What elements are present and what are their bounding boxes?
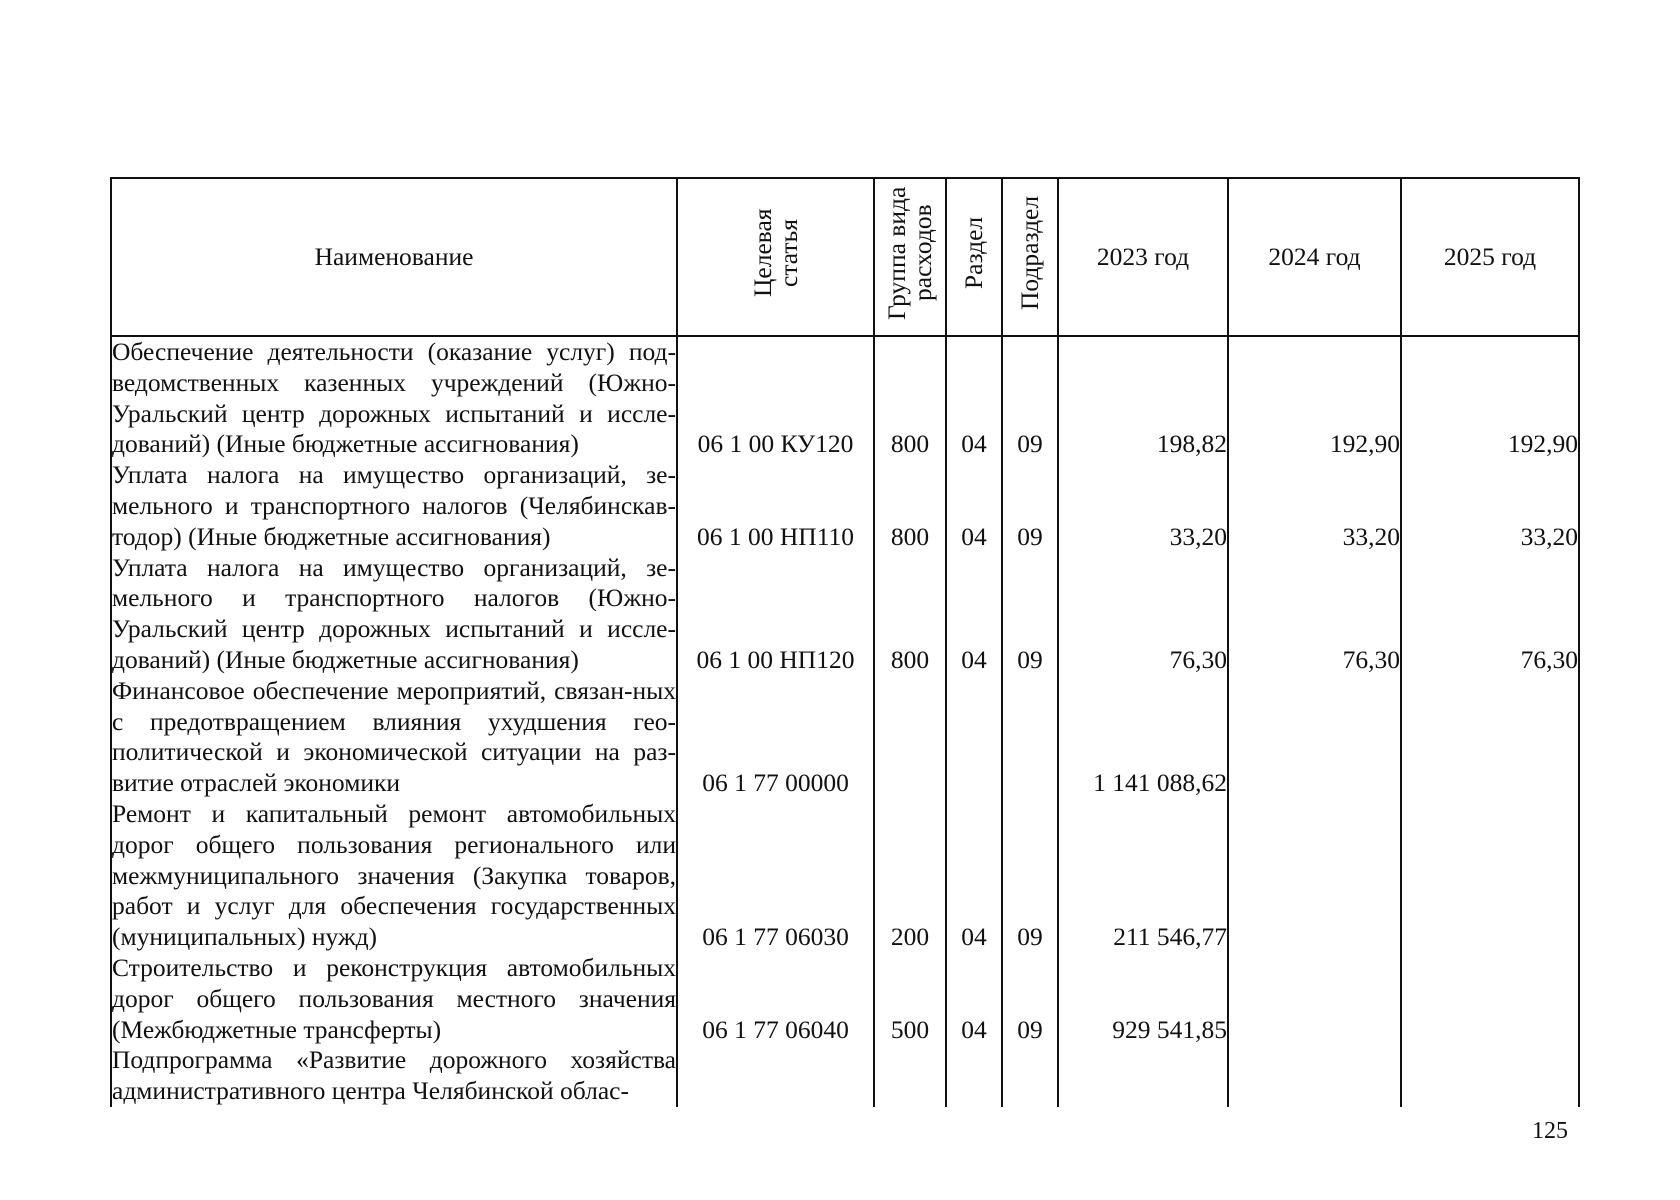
row-value-2023: 76,30 xyxy=(1058,553,1228,676)
row-section xyxy=(946,676,1002,799)
row-value-2025: 33,20 xyxy=(1401,460,1579,552)
row-expense-group: 800 xyxy=(874,553,946,676)
row-value-2023: 929 541,85 xyxy=(1058,953,1228,1045)
row-target-article: 06 1 00 НП110 xyxy=(677,460,874,552)
table-row xyxy=(111,676,1579,799)
row-value-2025 xyxy=(1401,676,1579,799)
row-value-2025 xyxy=(1401,1045,1579,1107)
row-subsection xyxy=(1002,1045,1058,1107)
row-value-2023: 198,82 xyxy=(1058,336,1228,460)
row-name: Ремонт и капитальный ремонт автомобильных дорог общего пользования регионального или межмуниципального значения (Закупка товаров, работ и услуг для обеспечения государственных (муниципальных) нужд) xyxy=(112,798,676,952)
row-section xyxy=(946,1045,1002,1107)
row-name: Строительство и реконструкция автомобильных дорог общего пользования местного значения (Межбюджетные трансферты) xyxy=(112,952,676,1044)
row-value-2024 xyxy=(1228,799,1401,953)
table-row xyxy=(111,1045,1579,1107)
row-value-2025: 192,90 xyxy=(1401,336,1579,460)
header-subsection: Подраздел xyxy=(1002,178,1058,336)
row-name: Финансовое обеспечение мероприятий, связан-ных с предотвращением влияния ухудшения гео-политической и экономической ситуации на раз-витие отраслей экономики xyxy=(112,675,676,798)
header-year-2025: 2025 год xyxy=(1401,178,1579,336)
row-section: 04 xyxy=(946,799,1002,953)
row-value-2024: 192,90 xyxy=(1228,336,1401,460)
row-value-2024: 33,20 xyxy=(1228,460,1401,552)
row-value-2024 xyxy=(1228,953,1401,1045)
row-name: Уплата налога на имущество организаций, зе-мельного и транспортного налогов (Челябинскав-тодор) (Иные бюджетные ассигнования) xyxy=(112,460,676,551)
row-subsection: 09 xyxy=(1002,553,1058,676)
row-value-2023: 211 546,77 xyxy=(1058,799,1228,953)
table-row xyxy=(111,553,1579,676)
row-subsection: 09 xyxy=(1002,336,1058,460)
row-subsection: 09 xyxy=(1002,799,1058,953)
header-section: Раздел xyxy=(946,178,1002,336)
row-expense-group xyxy=(874,1045,946,1107)
row-target-article: 06 1 77 06030 xyxy=(677,799,874,953)
header-year-2023: 2023 год xyxy=(1058,178,1228,336)
row-expense-group: 200 xyxy=(874,799,946,953)
row-target-article: 06 1 00 НП120 xyxy=(677,553,874,676)
row-name: Подпрограмма «Развитие дорожного хозяйства административного центра Челябинской облас- xyxy=(112,1045,676,1106)
row-value-2023 xyxy=(1058,1045,1228,1107)
row-value-2024 xyxy=(1228,676,1401,799)
header-year-2024: 2024 год xyxy=(1228,178,1401,336)
row-value-2025 xyxy=(1401,953,1579,1045)
budget-table xyxy=(110,177,1580,1107)
row-section: 04 xyxy=(946,336,1002,460)
row-name: Обеспечение деятельности (оказание услуг) под-ведомственных казенных учреждений (Южно-Уральский центр дорожных испытаний и иссле-дований) (Иные бюджетные ассигнования) xyxy=(112,337,676,459)
row-section: 04 xyxy=(946,953,1002,1045)
row-target-article xyxy=(677,1045,874,1107)
header-name: Наименование xyxy=(111,178,677,336)
header-expense-group: Группа вида расходов xyxy=(874,178,946,336)
row-subsection xyxy=(1002,676,1058,799)
table-body xyxy=(111,336,1579,1107)
row-section: 04 xyxy=(946,553,1002,676)
page-number: 125 xyxy=(1532,1118,1568,1144)
row-value-2023: 1 141 088,62 xyxy=(1058,676,1228,799)
row-expense-group: 800 xyxy=(874,460,946,552)
row-expense-group: 800 xyxy=(874,336,946,460)
table-header xyxy=(111,178,1579,336)
row-value-2023: 33,20 xyxy=(1058,460,1228,552)
row-value-2024 xyxy=(1228,1045,1401,1107)
row-target-article: 06 1 77 06040 xyxy=(677,953,874,1045)
row-name: Уплата налога на имущество организаций, зе-мельного и транспортного налогов (Южно-Уральский центр дорожных испытаний и иссле-дований) (Иные бюджетные ассигнования) xyxy=(112,552,676,674)
table-row xyxy=(111,799,1579,953)
table-row xyxy=(111,336,1579,460)
row-target-article: 06 1 77 00000 xyxy=(677,676,874,799)
row-subsection: 09 xyxy=(1002,460,1058,552)
row-value-2025 xyxy=(1401,799,1579,953)
row-section: 04 xyxy=(946,460,1002,552)
row-expense-group: 500 xyxy=(874,953,946,1045)
row-subsection: 09 xyxy=(1002,953,1058,1045)
row-value-2025: 76,30 xyxy=(1401,553,1579,676)
table-row xyxy=(111,953,1579,1045)
row-expense-group xyxy=(874,676,946,799)
row-value-2024: 76,30 xyxy=(1228,553,1401,676)
header-target-article: Целевая статья xyxy=(677,178,874,336)
table-row xyxy=(111,460,1579,552)
row-target-article: 06 1 00 КУ120 xyxy=(677,336,874,460)
